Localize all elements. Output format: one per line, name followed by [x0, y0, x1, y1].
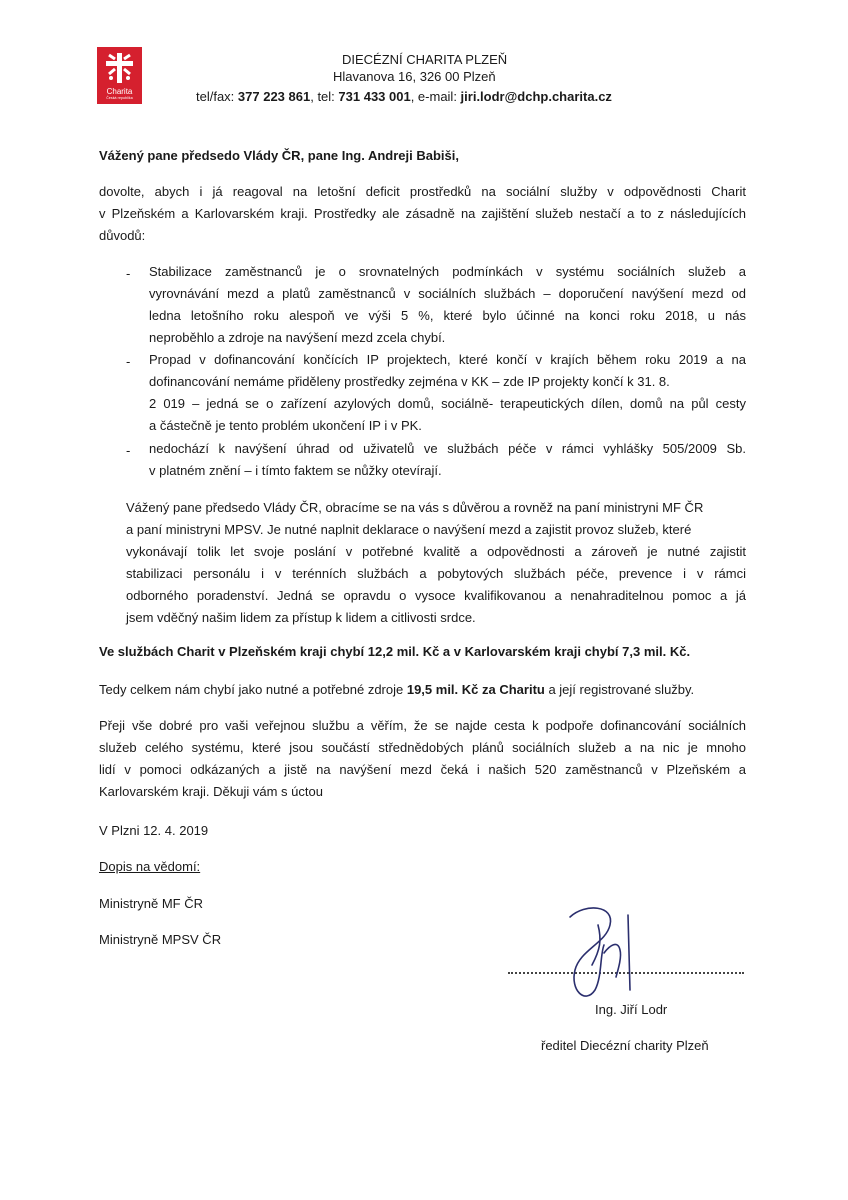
shortfall-statement: Ve službách Charit v Plzeňském kraji chybí 12,2 mil. Kč a v Karlovarském kraji chybí 7,3 mil. Kč. [99, 644, 691, 659]
appeal-line: Vážený pane předsedo Vlády ČR, obracíme se na vás s důvěrou a rovněž na paní ministryni MF ČR [126, 500, 704, 515]
phone-number: 731 433 001 [338, 89, 411, 104]
bullet-marker: - [126, 354, 131, 369]
closing-line: služeb celého systému, které jsou součástí střednědobých plánů sociálních služeb a na nic je mnoho [99, 740, 746, 755]
appeal-line: stabilizaci personálu i v terénních službách a pobytových službách péče, prevence i v rámci [126, 566, 746, 581]
intro-line: dovolte, abych i já reagoval na letošní deficit prostředků na sociální služby v odpovědnosti Charit [99, 184, 746, 199]
bullet-marker: - [126, 266, 131, 281]
email-label: , e-mail: [410, 89, 461, 104]
logo-text: Charita [106, 87, 133, 96]
appeal-line: a paní ministryni MPSV. Je nutné naplnit deklarace o navýšení mezd a zajistit provoz služeb, které [126, 522, 692, 537]
bullet-line: ledna letošního roku alespoň ve výši 5 %, které bylo účinné na konci roku 2018, u nás [149, 308, 746, 323]
phone-label: , tel: [310, 89, 339, 104]
contact-line [196, 88, 612, 106]
org-address: Hlavanova 16, 326 00 Plzeň [333, 69, 496, 84]
charita-cross-icon [97, 47, 142, 87]
closing-line: Přeji vše dobré pro vaši veřejnou službu a věřím, že se najde cesta k podpoře dofinancování sociálních [99, 718, 746, 733]
bullet-line: vyrovnávání mezd a platů zaměstnanců v sociálních službách – doporučení navýšení mezd od [149, 286, 746, 301]
signatory-name: Ing. Jiří Lodr [595, 1002, 668, 1017]
charita-logo [97, 47, 142, 104]
intro-line: v Plzeňském a Karlovarském kraji. Prostředky ale zásadně na zajištění služeb nestačí a to z následujících [99, 206, 746, 221]
bullet-line: Propad v dofinancování končících IP projektech, které končí v krajích během roku 2019 a na [149, 352, 746, 367]
appeal-line: odborného poradenství. Jedná se opravdu o vysoce kvalifikovanou a nenahraditelnou pomoc a já [126, 588, 746, 603]
date-line: V Plzni 12. 4. 2019 [99, 823, 209, 838]
salutation: Vážený pane předsedo Vlády ČR, pane Ing. Andreji Babiši, [99, 148, 459, 163]
signatory-title: ředitel Diecézní charity Plzeň [541, 1038, 709, 1053]
intro-line: důvodů: [99, 228, 146, 243]
bullet-marker: - [126, 443, 131, 458]
bullet-line: a částečně je tento problém ukončení IP i v PK. [149, 418, 422, 433]
bullet-line: nedochází k navýšení úhrad od uživatelů ve službách péče v rámci vyhlášky 505/2009 Sb. [149, 441, 746, 456]
appeal-line: jsem vděčný našim lidem za přístup k lidem a citlivosti srdce. [126, 610, 476, 625]
logo-subtext: Česká republika [106, 96, 133, 100]
bullet-line: Stabilizace zaměstnanců je o srovnatelných podmínkách v systému sociálních služeb a [149, 264, 746, 279]
fax-label: tel/fax: [196, 89, 238, 104]
total-amount: 19,5 mil. Kč za Charitu [406, 682, 545, 697]
bullet-line: 2 019 – jedná se o zařízení azylových domů, sociálně- terapeutických dílen, domů na půl cesty [149, 396, 746, 411]
cc-recipient: Ministryně MPSV ČR [99, 932, 222, 947]
fax-number: 377 223 861 [237, 89, 311, 104]
cc-heading: Dopis na vědomí: [99, 859, 201, 874]
appeal-line: vykonávají tolik let svoje poslání v potřebné kvalitě a odpovědnosti a zároveň je nutné zajistit [126, 544, 746, 559]
total-text: Tedy celkem nám chybí jako nutné a potřebné zdroje [99, 682, 407, 697]
org-name: DIECÉZNÍ CHARITA PLZEŇ [342, 52, 508, 67]
total-text-end: a její registrované služby. [544, 682, 695, 697]
cc-recipient: Ministryně MF ČR [99, 896, 204, 911]
closing-line: lidí v pomoci odkázaných a jistě na navýšení mezd čeká i našich 520 zaměstnanců v Plzeňském a [99, 762, 746, 777]
total-line [99, 680, 694, 700]
bullet-line: v platném znění – i tímto faktem se nůžky otevírají. [149, 463, 442, 478]
closing-line: Karlovarském kraji. Děkuji vám s úctou [99, 784, 323, 799]
bullet-line: neproběhlo a zdroje na navýšení mezd zcela chybí. [149, 330, 446, 345]
email-address: jiri.lodr@dchp.charita.cz [460, 89, 612, 104]
bullet-line: dofinancování nemáme přiděleny prostředky zejména v KK – zde IP projekty končí k 31. 8. [149, 374, 670, 389]
